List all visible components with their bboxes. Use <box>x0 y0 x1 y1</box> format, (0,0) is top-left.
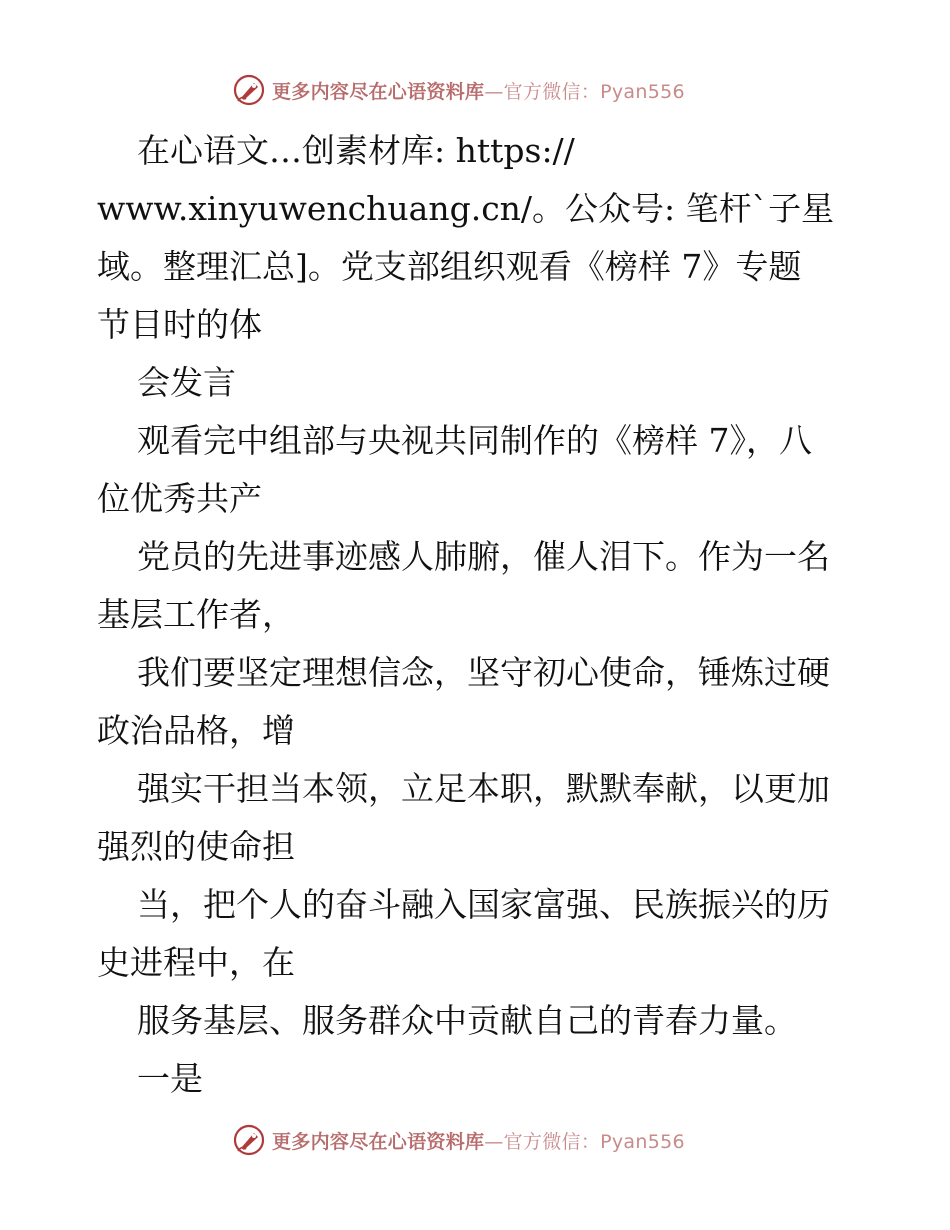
text-line: 基层工作者， <box>97 595 295 634</box>
pen-nib-logo-icon <box>232 1123 266 1157</box>
text-line: 强烈的使命担 <box>97 827 295 866</box>
text-line: 强实干担当本领，立足本职，默默奉献，以更加 <box>137 769 830 808</box>
pen-nib-logo-icon <box>232 73 266 107</box>
text-line: 服务基层、服务群众中贡献自己的青春力量。 <box>137 1001 797 1040</box>
text-line: 政治品格，增 <box>97 711 295 750</box>
footer-watermark-banner <box>232 1120 752 1160</box>
text-line: 位优秀共产 <box>97 479 262 518</box>
text-line: 一是 <box>137 1059 203 1098</box>
header-banner-separator: — <box>484 80 504 103</box>
text-line: 观看完中组部与央视共同制作的《榜样 7》，八 <box>137 421 812 460</box>
text-line: 节目时的体 <box>97 305 262 344</box>
footer-banner-text <box>272 1127 685 1154</box>
text-line: www.xinyuwenchuang.cn/。公众号: 笔杆`子星 <box>97 189 835 228</box>
header-watermark-banner <box>232 70 752 110</box>
footer-banner-separator: — <box>484 1130 504 1153</box>
text-line: 当，把个人的奋斗融入国家富强、民族振兴的历 <box>137 885 830 924</box>
header-banner-wechat: 官方微信：Pyan556 <box>503 80 685 103</box>
footer-banner-wechat: 官方微信：Pyan556 <box>503 1130 685 1153</box>
header-banner-main: 更多内容尽在心语资料库 <box>272 80 485 103</box>
text-line: 会发言 <box>137 363 236 402</box>
text-line: 在心语文…创素材库: https:// <box>137 131 575 170</box>
text-line: 域。整理汇总]。党支部组织观看《榜样 7》专题 <box>97 247 802 286</box>
document-body <box>97 122 867 1108</box>
footer-banner-main: 更多内容尽在心语资料库 <box>272 1130 485 1153</box>
header-banner-text <box>272 77 685 104</box>
text-line: 我们要坚定理想信念，坚守初心使命，锤炼过硬 <box>137 653 830 692</box>
text-line: 史进程中，在 <box>97 943 295 982</box>
text-line: 党员的先进事迹感人肺腑，催人泪下。作为一名 <box>137 537 830 576</box>
